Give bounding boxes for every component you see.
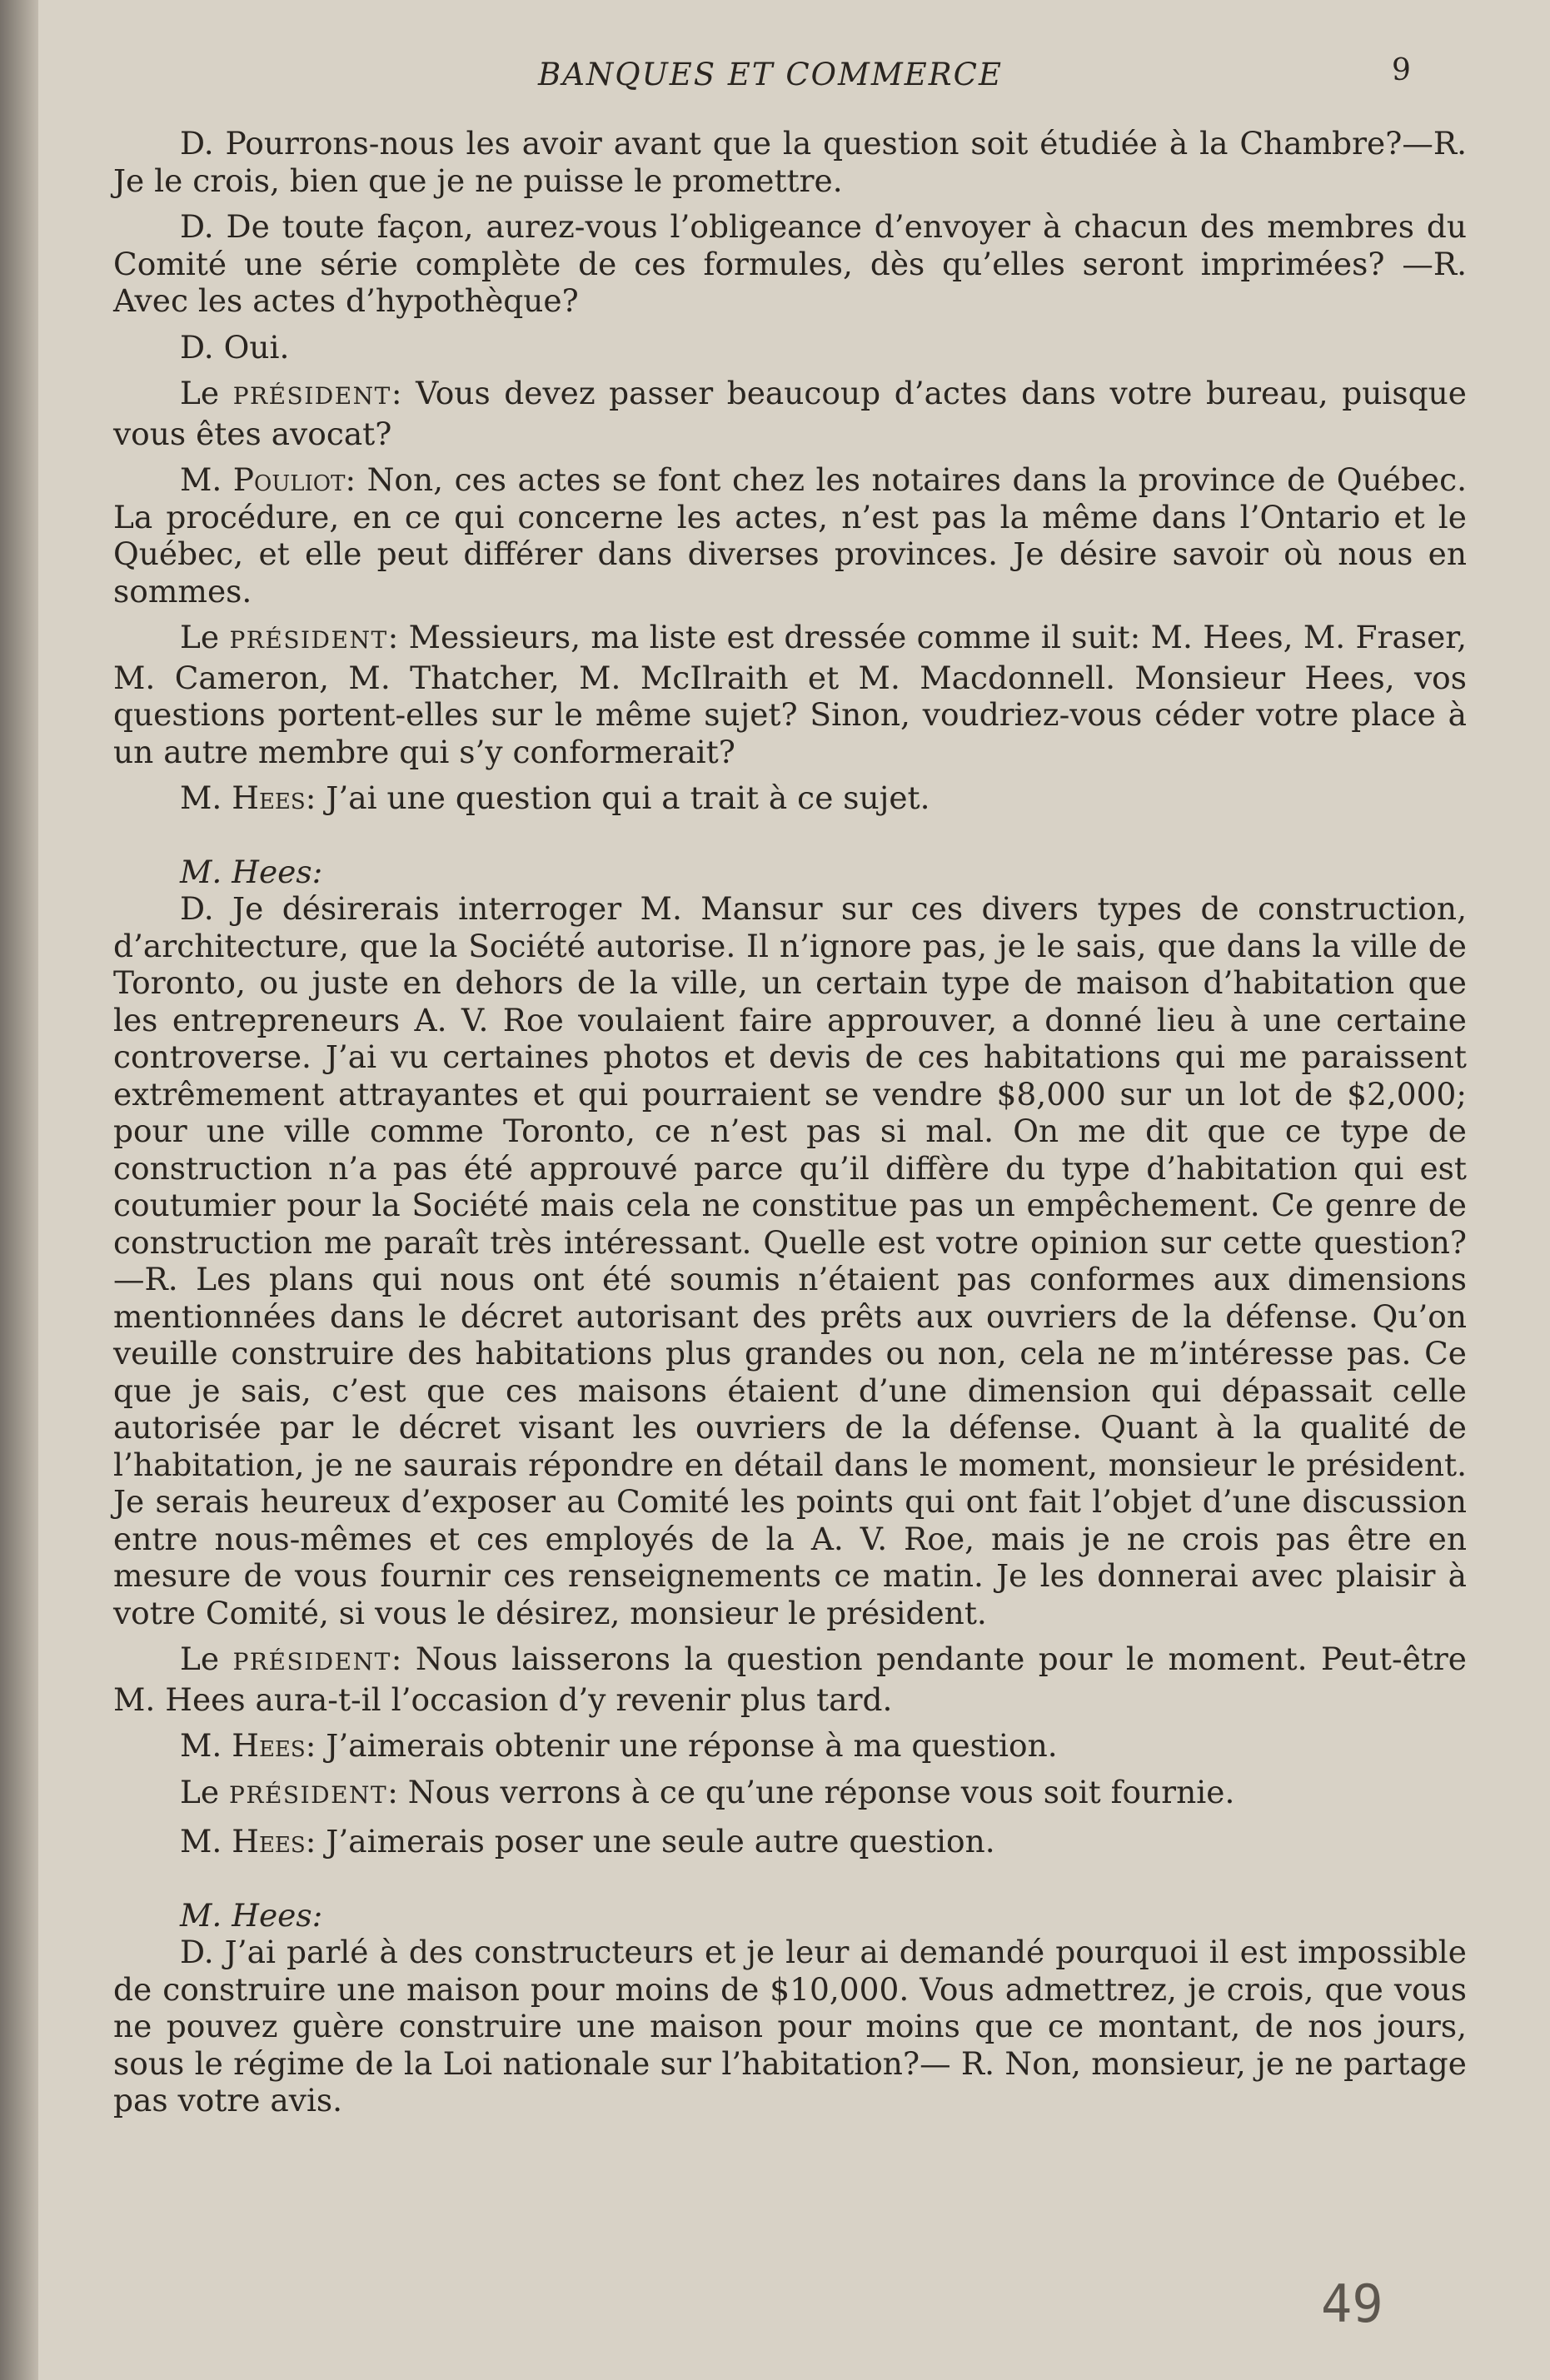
speaker-prefix: Le xyxy=(180,619,220,655)
speaker-name: PRÉSIDENT xyxy=(229,1780,388,1809)
speech-text: Non, ces actes se font chez les notaires dans la province de Québec. La procédure, en ce qui concerne les actes, n’est pas la même dans l’Ontario et le Québec, et elle peut différer dans diverses provinces. Je désire savoir où nous en sommes. xyxy=(113,461,1468,610)
speech-text: J’ai une question qui a trait à ce sujet. xyxy=(326,779,930,816)
paragraph-9: Le PRÉSIDENT: Nous laisserons la question pendante pour le moment. Peut-être M. Hees aura-t-il l’occasion d’y revenir plus tard. xyxy=(113,1641,1468,1718)
paragraph-4: Le PRÉSIDENT: Vous devez passer beaucoup d’actes dans votre bureau, puisque vous êtes avocat? xyxy=(113,375,1467,452)
paragraph-10 xyxy=(113,1727,1467,1765)
speech-text: J’aimerais obtenir une réponse à ma question. xyxy=(326,1727,1058,1764)
stamp-number: 49 xyxy=(1321,2273,1383,2334)
page-header xyxy=(38,53,1550,107)
speaker-name: M. Pouliot: xyxy=(180,461,356,498)
speech-text: J’aimerais poser une seule autre question. xyxy=(326,1823,995,1860)
speaker-name: PRÉSIDENT xyxy=(232,382,391,410)
speaker-prefix: Le xyxy=(180,375,220,411)
section-heading-1: M. Hees: xyxy=(180,853,323,890)
body-text xyxy=(113,125,1467,2129)
running-title: BANQUES ET COMMERCE xyxy=(538,57,1003,92)
speech-text: Nous verrons à ce qu’une réponse vous soit fournie. xyxy=(407,1773,1235,1810)
speaker-name: PRÉSIDENT xyxy=(232,1648,391,1675)
book-binding xyxy=(0,0,38,2380)
speech-text: Messieurs, ma liste est dressée comme il suit: M. Hees, M. Fraser, M. Cameron, M. Thatcher, M. McIlraith et M. Macdonnell. Monsieur Hees, vos questions portent-elles sur le même sujet? Sinon, voudriez-vous céder votre place à un autre membre qui s’y conformerait? xyxy=(113,619,1467,770)
paragraph-8: D. Je désirerais interroger M. Mansur sur ces divers types de construction, d’architecture, que la Société autorise. Il n’ignore pas, je le sais, que dans la ville de Toronto, ou juste en dehors de la ville, un certain type de maison d’habitation que les entrepreneurs A. V. Roe voulaient faire approuver, a donné lieu à une certaine controverse. J’ai vu certaines photos et devis de ces habitations qui me paraissent extrêmement attrayantes et qui pourraient se vendre $8,000 sur un lot de $2,000; pour une ville comme Toronto, ce n’est pas si mal. On me dit que ce type de construction n’a pas été approuvé parce qu’il diffère du type d’habitation qui est coutumier pour la Société mais cela ne constitue pas un empêchement. Ce genre de construction me paraît très intéressant. Quelle est votre opinion sur cette question?—R. Les plans qui nous ont été soumis n’étaient pas conformes aux dimensions mentionnées dans le décret autorisant des prêts aux ouvriers de la défense. Qu’on veuille construire des habitations plus grandes ou non, cela ne m’intéresse pas. Ce que je sais, c’est que ces maisons étaient d’une dimension qui dépassait celle autorisée par le décret visant les ouvriers de la défense. Quant à la qualité de l’habitation, je ne saurais répondre en détail dans le moment, monsieur le président. Je serais heureux d’exposer au Comité les points qui ont fait l’objet d’une discussion entre nous-mêmes et ces employés de la A. V. Roe, mais je ne crois pas être en mesure de vous fournir ces renseignements ce matin. Je les donnerai avec plaisir à votre Comité, si vous le désirez, monsieur le président. xyxy=(113,890,1467,1631)
paragraph-1: D. Pourrons-nous les avoir avant que la question soit étudiée à la Chambre?—R. Je le crois, bien que je ne puisse le promettre. xyxy=(113,125,1467,199)
paragraph-12 xyxy=(113,1823,1467,1860)
paragraph-6: Le PRÉSIDENT: Messieurs, ma liste est dressée comme il suit: M. Hees, M. Fraser, M. Cameron, M. Thatcher, M. McIlraith et M. Macdonnell. Monsieur Hees, vos questions portent-elles sur le même sujet? Sinon, voudriez-vous céder votre place à un autre membre qui s’y conformerait? xyxy=(113,619,1467,770)
paragraph-3: D. Oui. xyxy=(180,328,290,366)
speaker-name: M. Hees: xyxy=(180,1727,316,1764)
speaker-name: PRÉSIDENT xyxy=(229,626,388,654)
paragraph-13: D. J’ai parlé à des constructeurs et je leur ai demandé pourquoi il est impossible de construire une maison pour moins de $10,000. Vous admettrez, je crois, que vous ne pouvez guère construire une maison pour moins que ce montant, de nos jours, sous le régime de la Loi nationale sur l’habitation?— R. Non, monsieur, je ne partage pas votre avis. xyxy=(113,1934,1467,2119)
paragraph-5 xyxy=(113,461,1467,610)
speech-text: Vous devez passer beaucoup d’actes dans votre bureau, puisque vous êtes avocat? xyxy=(113,375,1467,452)
speaker-name: M. Hees: xyxy=(180,1823,316,1860)
paragraph-7 xyxy=(113,779,1467,817)
document-page xyxy=(38,0,1550,2380)
section-heading-2: M. Hees: xyxy=(180,1896,323,1934)
speaker-prefix: Le xyxy=(180,1641,220,1677)
speaker-name: M. Hees: xyxy=(180,779,316,816)
paragraph-2: D. De toute façon, aurez-vous l’obligeance d’envoyer à chacun des membres du Comité une série complète de ces formules, dès qu’elles seront imprimées? —R. Avec les actes d’hypothèque? xyxy=(113,208,1467,319)
speech-text: Nous laisserons la question pendante pour le moment. Peut-être M. Hees aura-t-il l’occasion d’y revenir plus tard. xyxy=(113,1641,1468,1718)
page-number: 9 xyxy=(1392,53,1411,87)
speaker-prefix: Le xyxy=(180,1773,220,1810)
paragraph-11: Le PRÉSIDENT: Nous verrons à ce qu’une réponse vous soit fournie. xyxy=(180,1773,1235,1810)
